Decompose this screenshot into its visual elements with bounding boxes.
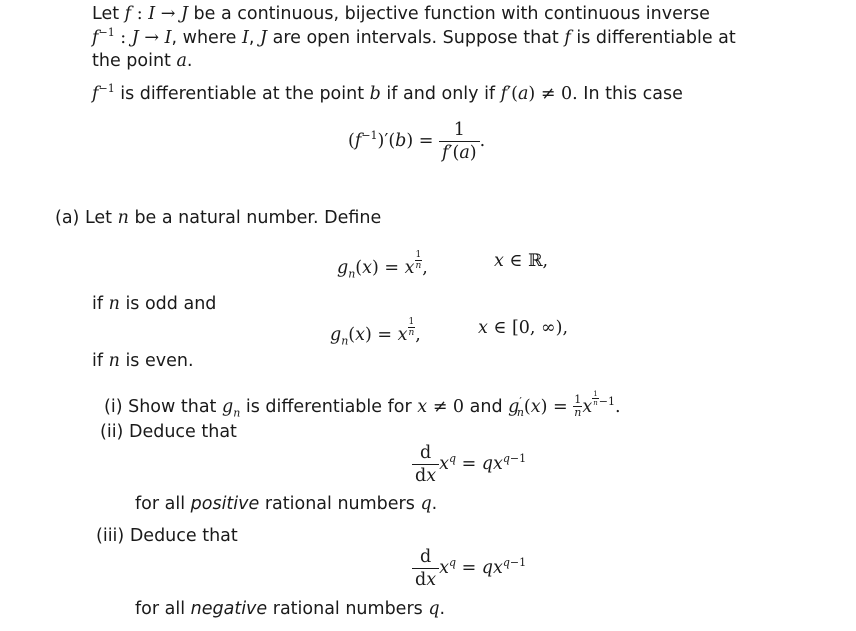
item-iii-text: Deduce that	[129, 526, 238, 546]
formula-denominator: f′(a)	[442, 142, 477, 163]
even-condition: if n is even.	[92, 351, 194, 371]
theorem-line-4: $f^{-1}$ is differentiable at the point b if and only if f′(a) ≠ 0. In this case	[92, 82, 683, 104]
theorem-line-2: $f^{-1}$ : J → I, where I, J are open intervals. Suppose that f is differentiable at	[92, 26, 736, 48]
item-ii	[100, 421, 237, 443]
definition-even: $g_n(x) = x$ $\frac{1}{n}$ ,	[330, 317, 421, 348]
domain-odd: x ∈ ℝ,	[494, 251, 549, 271]
item-iii-after: for all negative rational numbers q.	[135, 599, 446, 619]
part-a-intro: (a) Let n be a natural number. Define	[55, 208, 382, 228]
definition-odd: $g_n(x) = x$ $\frac{1}{n}$ ,	[337, 250, 428, 281]
part-a-label: (a)	[55, 208, 80, 228]
item-ii-formula: $\frac{d}{dx}$ $x^q = qx^{q-1}$	[412, 441, 526, 487]
item-i-label: (i)	[104, 396, 123, 417]
formula-numerator: 1	[439, 119, 480, 142]
theorem-line-3: the point a.	[92, 51, 193, 71]
inverse-derivative-formula: $(f^{-1})'(b)$ = $\frac{1}{f'(a)}$ .	[348, 119, 486, 163]
odd-condition: if n is odd and	[92, 294, 217, 314]
item-iii-label: (iii)	[96, 526, 125, 546]
item-ii-after: for all positive rational numbers q.	[135, 494, 438, 514]
item-iii-formula: $\frac{d}{dx}$ $x^q = qx^{q-1}$	[412, 545, 526, 591]
item-i: (i) Show that $g_n$ is differentiable for x ≠ 0 and $g'_n(x)$ = $\frac{1}{n}$ x $^{\frac{1}{n} -1}$.	[104, 390, 621, 420]
item-ii-text: Deduce that	[128, 422, 237, 442]
formula-fraction	[439, 119, 480, 164]
domain-even: x ∈ [0, ∞),	[478, 318, 569, 338]
item-iii	[96, 525, 238, 547]
item-ii-label: (ii)	[100, 422, 124, 442]
theorem-line-1: Let f : I → J be a continuous, bijective function with continuous inverse	[92, 4, 710, 24]
